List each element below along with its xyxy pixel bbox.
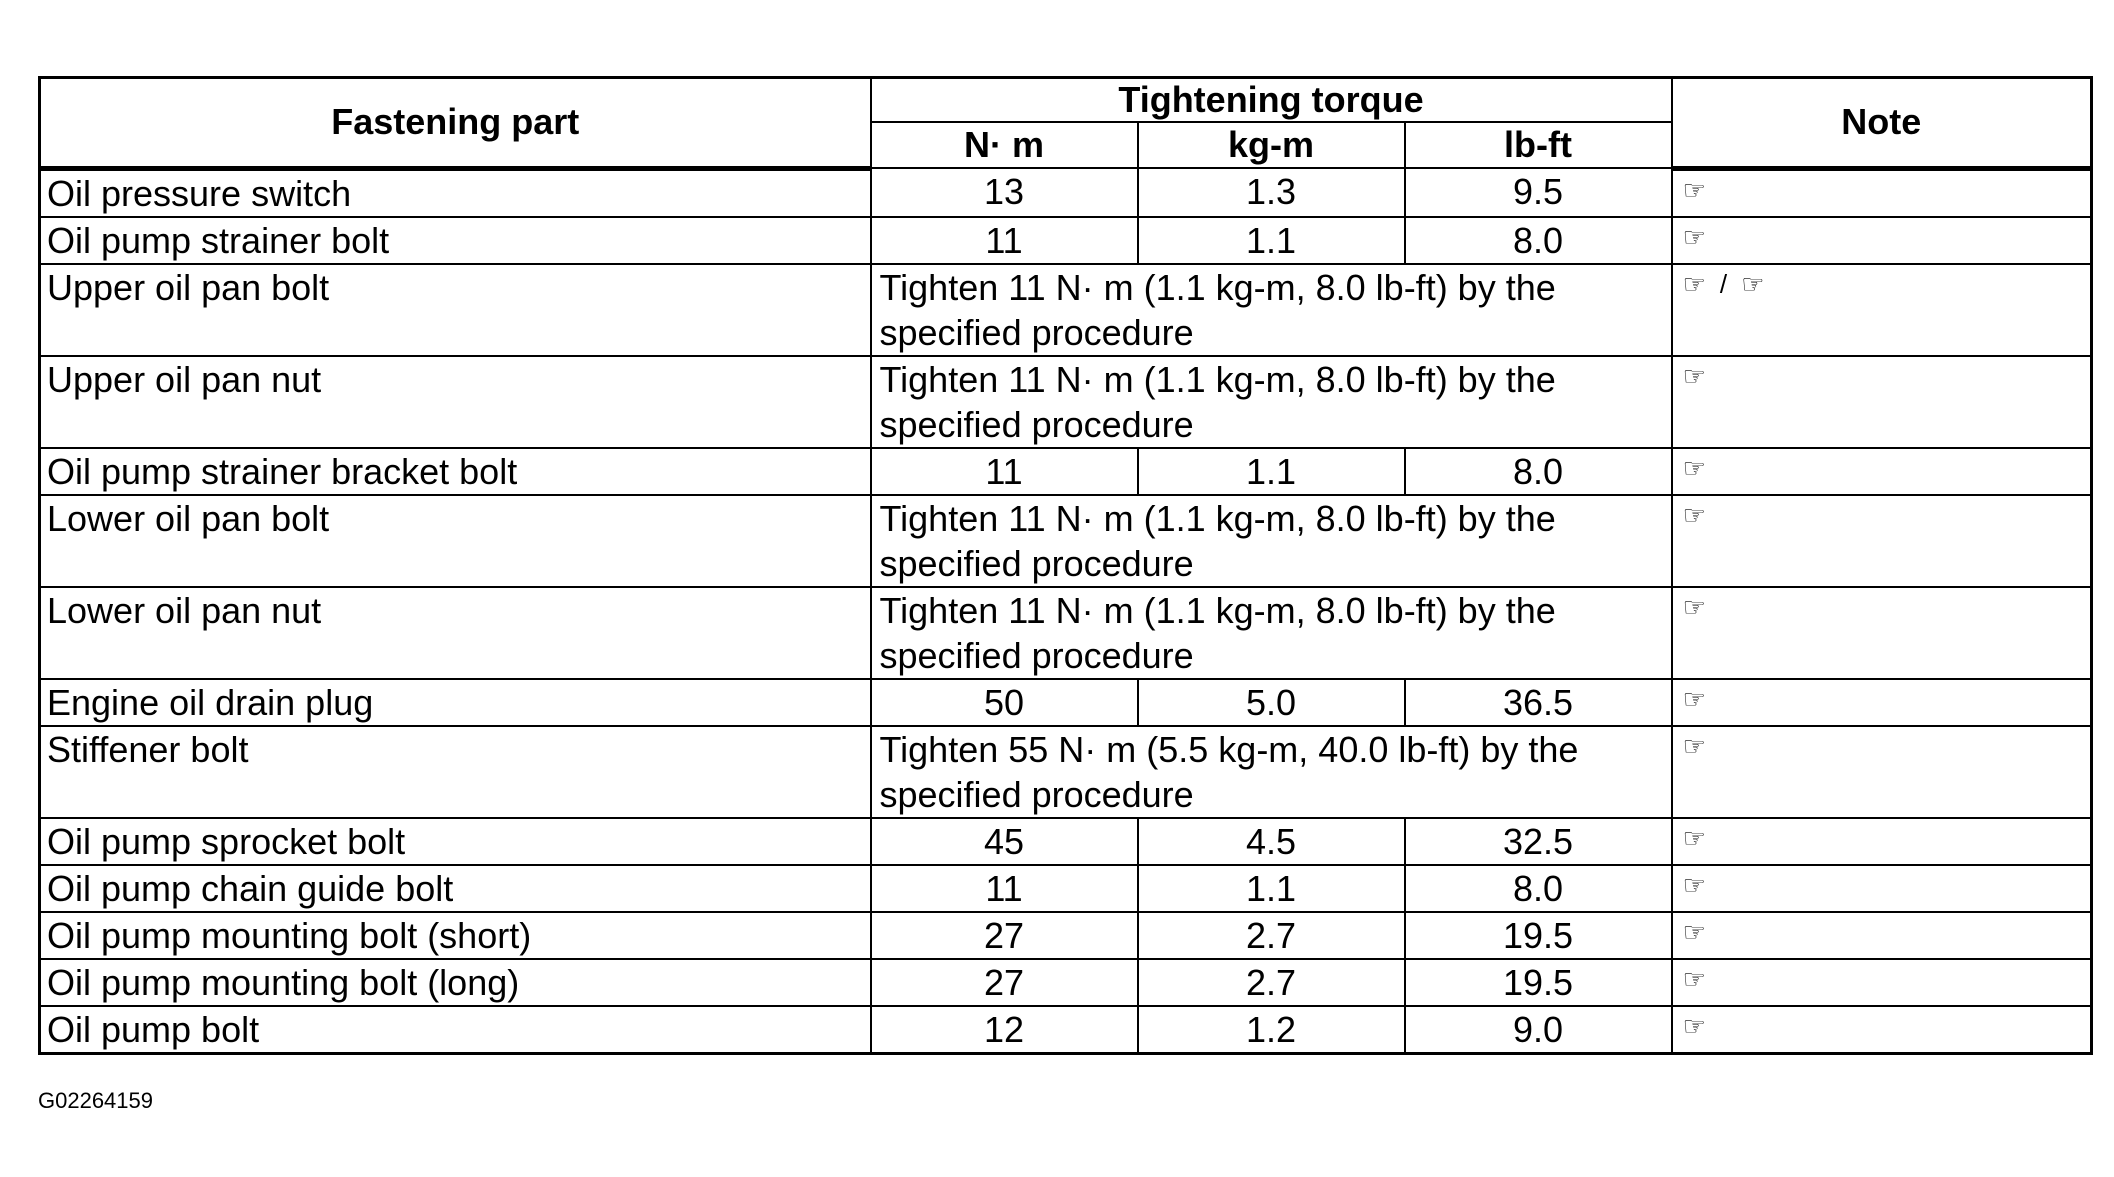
fastening-part-cell: Oil pressure switch — [40, 168, 871, 217]
procedure-cell: Tighten 11 N· m (1.1 kg-m, 8.0 lb-ft) by the specified procedure — [871, 356, 1672, 448]
table-row — [40, 495, 2092, 587]
torque-nm-cell: 50 — [871, 679, 1138, 726]
pointing-hand-reference-icon[interactable]: ☞ — [1741, 268, 1765, 299]
note-cell — [1672, 679, 2092, 726]
fastening-part-cell: Oil pump sprocket bolt — [40, 818, 871, 865]
torque-kgm-cell: 2.7 — [1138, 959, 1405, 1006]
torque-lbft-cell: 8.0 — [1405, 448, 1672, 495]
pointing-hand-reference-icon[interactable]: ☞ — [1682, 1010, 1706, 1041]
pointing-hand-reference-icon[interactable]: ☞ — [1682, 869, 1706, 900]
procedure-cell: Tighten 11 N· m (1.1 kg-m, 8.0 lb-ft) by the specified procedure — [871, 495, 1672, 587]
header-fastening-part: Fastening part — [40, 78, 871, 169]
procedure-cell: Tighten 55 N· m (5.5 kg-m, 40.0 lb-ft) by the specified procedure — [871, 726, 1672, 818]
table-row — [40, 865, 2092, 912]
torque-lbft-cell: 8.0 — [1405, 865, 1672, 912]
torque-lbft-cell: 8.0 — [1405, 217, 1672, 264]
table-row — [40, 1006, 2092, 1054]
pointing-hand-reference-icon[interactable]: ☞ — [1682, 499, 1706, 530]
pointing-hand-reference-icon[interactable]: ☞ — [1682, 916, 1706, 947]
header-kgm: kg-m — [1138, 122, 1405, 168]
torque-nm-cell: 11 — [871, 448, 1138, 495]
note-cell — [1672, 264, 2092, 356]
pointing-hand-reference-icon[interactable]: ☞ — [1682, 730, 1706, 761]
torque-lbft-cell: 9.0 — [1405, 1006, 1672, 1054]
table-row — [40, 959, 2092, 1006]
torque-nm-cell: 27 — [871, 912, 1138, 959]
torque-lbft-cell: 19.5 — [1405, 912, 1672, 959]
torque-lbft-cell: 19.5 — [1405, 959, 1672, 1006]
torque-kgm-cell: 1.2 — [1138, 1006, 1405, 1054]
table-row — [40, 217, 2092, 264]
torque-nm-cell: 11 — [871, 865, 1138, 912]
note-cell — [1672, 168, 2092, 217]
fastening-part-cell: Oil pump mounting bolt (long) — [40, 959, 871, 1006]
torque-kgm-cell: 1.1 — [1138, 217, 1405, 264]
torque-kgm-cell: 1.3 — [1138, 168, 1405, 217]
note-cell — [1672, 356, 2092, 448]
table-row — [40, 587, 2092, 679]
fastening-part-cell: Oil pump chain guide bolt — [40, 865, 871, 912]
fastening-part-cell: Oil pump strainer bolt — [40, 217, 871, 264]
torque-kgm-cell: 4.5 — [1138, 818, 1405, 865]
pointing-hand-reference-icon[interactable]: ☞ — [1682, 360, 1706, 391]
header-nm: N· m — [871, 122, 1138, 168]
header-lbft: lb-ft — [1405, 122, 1672, 168]
header-note: Note — [1672, 78, 2092, 169]
fastening-part-cell: Upper oil pan nut — [40, 356, 871, 448]
pointing-hand-reference-icon[interactable]: ☞ — [1682, 268, 1706, 299]
torque-lbft-cell: 9.5 — [1405, 168, 1672, 217]
table-row — [40, 912, 2092, 959]
pointing-hand-reference-icon[interactable]: ☞ — [1682, 963, 1706, 994]
fastening-part-cell: Engine oil drain plug — [40, 679, 871, 726]
table-row — [40, 168, 2092, 217]
table-row — [40, 726, 2092, 818]
torque-lbft-cell: 36.5 — [1405, 679, 1672, 726]
note-cell — [1672, 818, 2092, 865]
fastening-part-cell: Lower oil pan nut — [40, 587, 871, 679]
note-cell — [1672, 1006, 2092, 1054]
note-cell — [1672, 959, 2092, 1006]
torque-kgm-cell: 2.7 — [1138, 912, 1405, 959]
note-cell — [1672, 587, 2092, 679]
pointing-hand-reference-icon[interactable]: ☞ — [1682, 683, 1706, 714]
torque-kgm-cell: 1.1 — [1138, 865, 1405, 912]
reference-separator: / — [1719, 268, 1728, 299]
fastening-part-cell: Oil pump bolt — [40, 1006, 871, 1054]
table-row — [40, 448, 2092, 495]
pointing-hand-reference-icon[interactable]: ☞ — [1682, 221, 1706, 252]
fastening-part-cell: Lower oil pan bolt — [40, 495, 871, 587]
pointing-hand-reference-icon[interactable]: ☞ — [1682, 591, 1706, 622]
table-row — [40, 818, 2092, 865]
torque-specification-table — [38, 76, 2093, 1055]
figure-id: G02264159 — [38, 1088, 153, 1113]
torque-nm-cell: 45 — [871, 818, 1138, 865]
table-header — [40, 78, 2092, 169]
fastening-part-cell: Upper oil pan bolt — [40, 264, 871, 356]
torque-nm-cell: 11 — [871, 217, 1138, 264]
procedure-cell: Tighten 11 N· m (1.1 kg-m, 8.0 lb-ft) by the specified procedure — [871, 587, 1672, 679]
fastening-part-cell: Oil pump mounting bolt (short) — [40, 912, 871, 959]
note-cell — [1672, 448, 2092, 495]
fastening-part-cell: Stiffener bolt — [40, 726, 871, 818]
table-row — [40, 356, 2092, 448]
pointing-hand-reference-icon[interactable]: ☞ — [1682, 174, 1706, 205]
torque-nm-cell: 27 — [871, 959, 1138, 1006]
procedure-cell: Tighten 11 N· m (1.1 kg-m, 8.0 lb-ft) by the specified procedure — [871, 264, 1672, 356]
torque-nm-cell: 12 — [871, 1006, 1138, 1054]
pointing-hand-reference-icon[interactable]: ☞ — [1682, 822, 1706, 853]
note-cell — [1672, 495, 2092, 587]
note-cell — [1672, 726, 2092, 818]
note-cell — [1672, 217, 2092, 264]
torque-kgm-cell: 5.0 — [1138, 679, 1405, 726]
torque-lbft-cell: 32.5 — [1405, 818, 1672, 865]
header-tightening-torque: Tightening torque — [871, 78, 1672, 123]
pointing-hand-reference-icon[interactable]: ☞ — [1682, 452, 1706, 483]
table-body — [40, 168, 2092, 1053]
torque-kgm-cell: 1.1 — [1138, 448, 1405, 495]
fastening-part-cell: Oil pump strainer bracket bolt — [40, 448, 871, 495]
torque-nm-cell: 13 — [871, 168, 1138, 217]
table-row — [40, 679, 2092, 726]
note-cell — [1672, 865, 2092, 912]
note-cell — [1672, 912, 2092, 959]
table-row — [40, 264, 2092, 356]
